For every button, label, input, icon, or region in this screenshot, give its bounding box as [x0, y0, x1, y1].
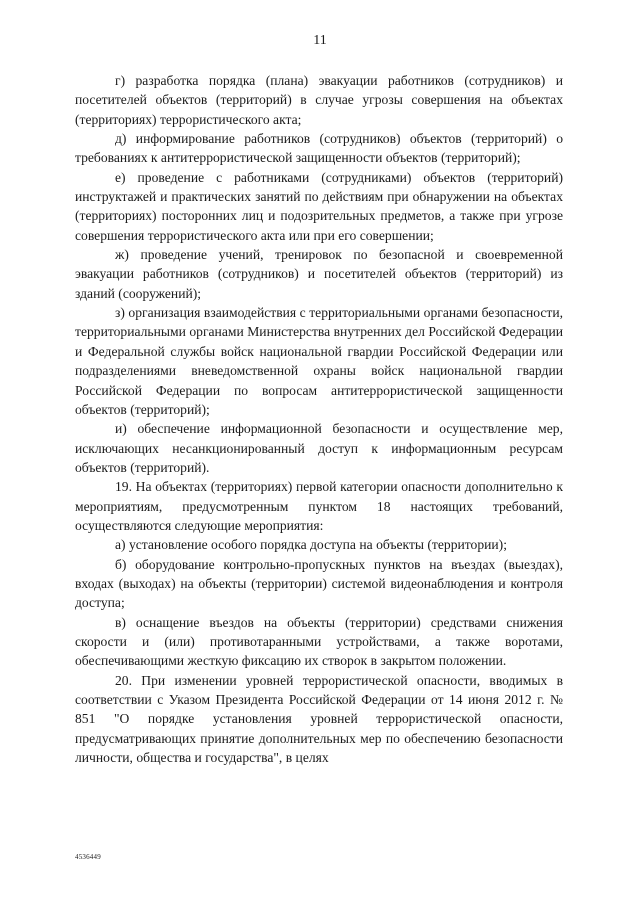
paragraph-e-briefings: е) проведение с работниками (сотрудниками) объектов (территорий) инструктажей и практических занятий по действиям при обнаружении на объектах (территориях) посторонних лиц и подозрительных предметов, а также при угрозе совершения террористического акта или при его совершении; [75, 169, 563, 243]
paragraph-b-checkpoints: б) оборудование контрольно-пропускных пунктов на въездах (выездах), входах (выходах) на объекты (территории) системой видеонаблюдения и контроля доступа; [75, 556, 563, 611]
page-number: 11 [313, 33, 327, 48]
paragraph-v-entry-equipment: в) оснащение въездов на объекты (территории) средствами снижения скорости и (или) противотаранными устройствами, а также воротами, обеспечивающими жесткую фиксацию их створок в закрытом положении. [75, 614, 563, 669]
paragraph-20-threat-levels: 20. При изменении уровней террористической опасности, вводимых в соответствии с Указом Президента Российской Федерации от 14 июня 2012 г. № 851 "О порядке установления уровней террористической опасности, предусматривающих принятие дополнительных мер по обеспечению безопасности личности, общества и государства", в целях [75, 672, 563, 766]
paragraph-zh-drills: ж) проведение учений, тренировок по безопасной и своевременной эвакуации работников (сотрудников) и посетителей объектов (территорий) из зданий (сооружений); [75, 247, 563, 301]
document-body [75, 71, 563, 767]
document-code: 4536449 [75, 853, 101, 861]
paragraph-a-access-order: а) установление особого порядка доступа на объекты (территории); [115, 537, 507, 553]
paragraph-z-cooperation: з) организация взаимодействия с территориальными органами безопасности, территориальными органами Министерства внутренних дел Российской Федерации и Федеральной службы войск национальной гвардии Российской Федерации или подразделениями вневедомственной охраны войск национальной гвардии Российской Федерации по вопросам антитеррористической защищенности объектов (территорий); [75, 305, 563, 417]
paragraph-19-first-category: 19. На объектах (территориях) первой категории опасности дополнительно к мероприятиям, предусмотренным пунктом 18 настоящих требований, осуществляются следующие мероприятия: [75, 479, 563, 533]
paragraph-d-informing-staff: д) информирование работников (сотрудников) объектов (территорий) о требованиях к антитеррористической защищенности объектов (территорий); [75, 131, 563, 166]
paragraph-i-info-security: и) обеспечение информационной безопасности и осуществление мер, исключающих несанкционированный доступ к информационным ресурсам объектов (территорий). [75, 421, 563, 475]
paragraph-g-evacuation-plan: г) разработка порядка (плана) эвакуации работников (сотрудников) и посетителей объектов (территорий) в случае угрозы совершения на объектах (территориях) террористического акта; [75, 73, 563, 127]
